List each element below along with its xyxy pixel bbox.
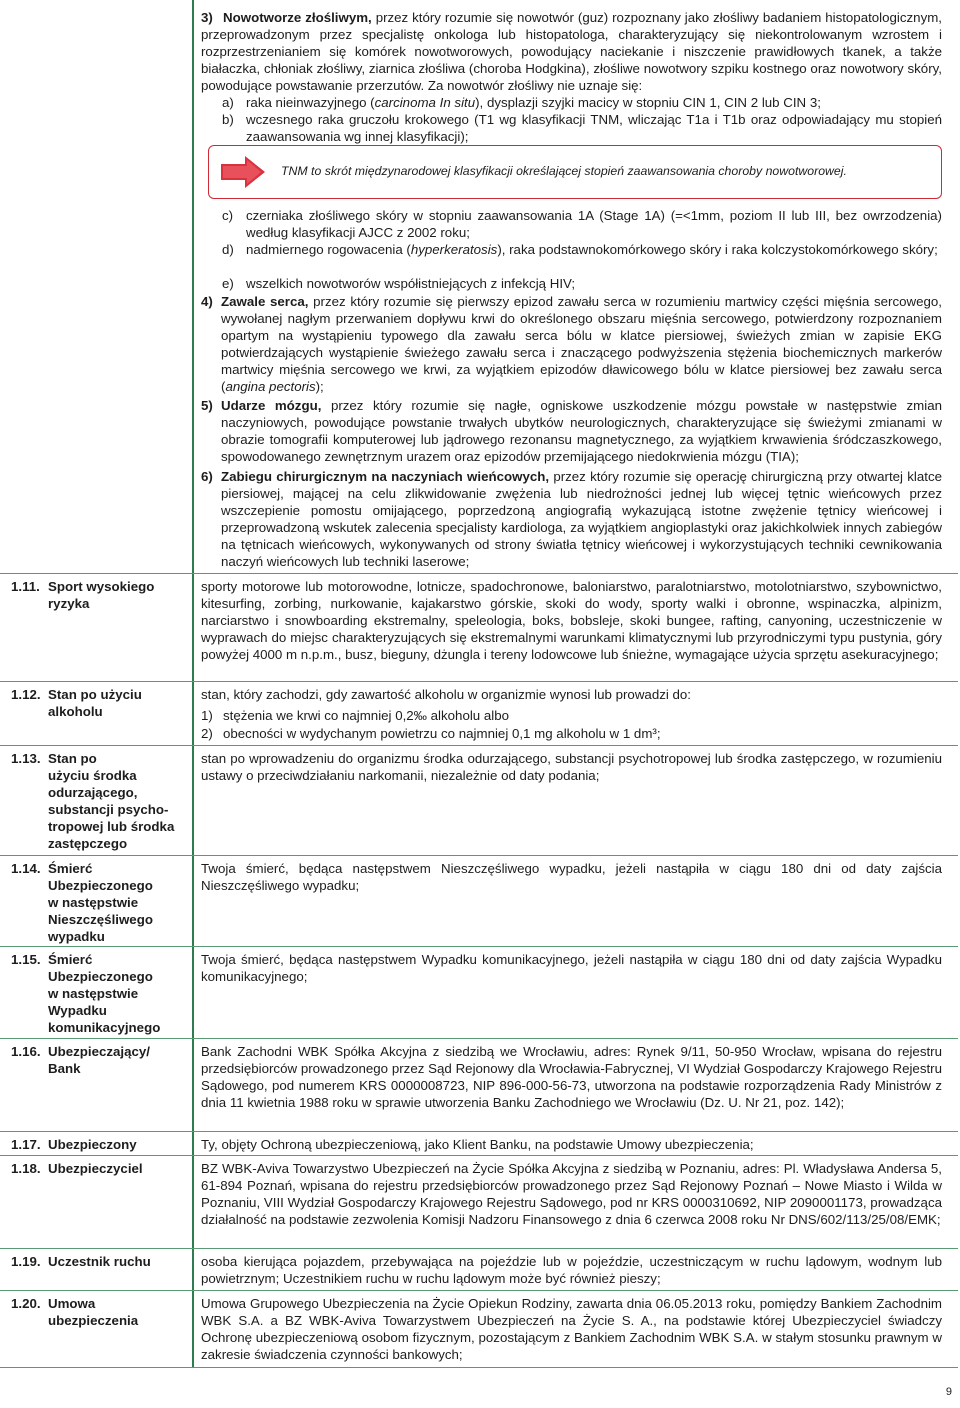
row-divider <box>0 681 958 682</box>
definition-body-1-15: Twoja śmierć, będąca następstwem Wypadku komunikacyjnego, jeżeli nastąpiła w ciągu 180 dni od daty zajścia Wypadku komunikacyjnego; <box>201 952 942 984</box>
section-3-item-d: d) nadmiernego rogowacenia (hyperkeratosis), raka podstawnokomórkowego skóry i raka kolczystokomórkowego skóry; <box>222 242 938 257</box>
section-3-paragraph <box>201 9 942 94</box>
section-5-number: 5) <box>201 398 213 413</box>
page-number: 9 <box>945 1386 952 1398</box>
row-divider <box>0 855 958 856</box>
section-6-paragraph: 6) Zabiegu chirurgicznym na naczyniach wieńcowych, przez który rozumie się operację chirurgiczną przy otwartej klatce piersiowej, mającej na celu zlikwidowanie zwężenia lub niedrożności jednej lub więcej tętnic wieńcowych przez wszczepienie pomostu omijającego, poprzedzoną angiografią wykazującą istotne zwężenie tętnicy wieńcowej i przeprowadzoną wskutek zalecenia specjalisty kardiologa, za wyjątkiem angioplastyki oraz jakichkolwiek innych zabiegów na tętnicach wieńcowych, wykonywanych od strony światła tętnicy wieńcowej i wykorzystujących techniki cewnikowania naczyń wieńcowych lub techniki laserowe; <box>201 469 942 569</box>
definition-term-1-12: 1.12. Stan po użyciu alkoholu <box>11 687 142 719</box>
definition-term-1-11: 1.11. Sport wysokiego ryzyka <box>11 579 155 611</box>
definition-term-1-14: 1.14. Śmierć Ubezpieczonego w następstwie Nieszczęśliwego wypadku <box>11 861 153 944</box>
row-divider <box>0 1248 958 1249</box>
section-4-number: 4) <box>201 294 213 309</box>
definition-body-1-13: stan po wprowadzeniu do organizmu środka odurzającego, substancji psychotropowej lub środka zastępczego, w rozumieniu ustawy o przeciwdziałaniu narkomanii, niezależnie od daty podania; <box>201 751 942 783</box>
row-divider <box>0 1290 958 1291</box>
definition-body-1-14: Twoja śmierć, będąca następstwem Nieszczęśliwego wypadku, jeżeli nastąpiła w ciągu 180 dni od daty zajścia Nieszczęśliwego wypadku; <box>201 861 942 893</box>
definition-body-1-19: osoba kierująca pojazdem, przebywająca na pojeździe lub w pojeździe, uczestniczącym w ruchu lądowym, wodnym lub powietrznym; Uczestnikiem ruchu w ruchu lądowym może być również pieszy; <box>201 1254 942 1286</box>
section-3-title: Nowotworze złośliwym, <box>223 10 372 25</box>
definition-body-1-18: BZ WBK-Aviva Towarzystwo Ubezpieczeń na Życie Spółka Akcyjna z siedzibą w Poznaniu, adres: Pl. Władysława Andersa 5, 61-894 Poznań, wpisana do rejestru przedsiębiorców prowadzonego przez Sąd Rejonowy Poznań – Nowe Miasto i Wilda w Poznaniu, VIII Wydział Gospodarczy Krajowego Rejestru Sądowego, pod nr KRS 0000310692, NIP 2090001173, prowadząca działalność na podstawie zezwolenia Komisji Nadzoru Finansowego z dnia 6 czerwca 2008 roku Nr DNS/602/113/25/08/EMK; <box>201 1161 942 1227</box>
row-divider <box>0 1131 958 1132</box>
section-5-title: Udarze mózgu, <box>221 398 322 413</box>
definition-term-1-19: 1.19. Uczestnik ruchu <box>11 1254 151 1269</box>
definition-term-1-16: 1.16. Ubezpieczający/ Bank <box>11 1044 150 1076</box>
section-3-text: przez który rozumie się nowotwór (guz) rozpoznany jako złośliwy badaniem histopatologicznym, przeprowadzonym przez specjalistę onkologa lub histopatologa, charakteryzujący się niekontrolowanym wzrostem i rozprzestrzenianiem się komórek nowotworowych, powodujący naciekanie i niszczenie prawidłowych tkanek, a także białaczka, chłoniak złośliwy, ziarnica złośliwa (choroba Hodgkina), złośliwe nowotwory szpiku kostnego oraz nowotwory skóry, powodujące powstawanie przerzutów. Za nowotwór złośliwy nie uznaje się: <box>201 10 942 93</box>
definition-body-1-11: sporty motorowe lub motorowodne, lotnicze, spadochronowe, baloniarstwo, paralotniarstwo, motolotniarstwo, szybownictwo, kitesurfing, zorbing, nurkowanie, kajakarstwo górskie, skoki do wody, sporty walki i obronne, wspinaczka, alpinizm, narciarstwo i snowboarding ekstremalny, speleologia, boks, bobsleje, skoki bungee, rafting, canyoning, uczestniczenie w wyprawach do miejsc charakteryzujących się ekstremalnymi warunkami klimatycznymi lub przyrodniczymi typu pustynia, góry powyżej 4000 m n.p.m., busz, bieguny, dżungla i tereny lodowcowe lub śnieżne, wymagające użycia sprzętu asekuracyjnego; <box>201 579 942 662</box>
tnm-note-text: TNM to skrót międzynarodowej klasyfikacji określającej stopień zaawansowania choroby nowotworowej. <box>281 164 847 178</box>
definition-term-1-18: 1.18. Ubezpieczyciel <box>11 1161 143 1176</box>
row-divider <box>0 1155 958 1156</box>
definition-body-1-16: Bank Zachodni WBK Spółka Akcyjna z siedzibą we Wrocławiu, adres: Rynek 9/11, 50-950 Wrocław, wpisana do rejestru przedsiębiorców prowadzonego przez Sąd Rejonowy dla Wrocławia-Fabrycznej, VI Wydział Gospodarczy Krajowego Rejestru Sądowego, pod numerem KRS 0000008723, NIP 896-000-56-73, utworzona na podstawie rozporządzenia Rady Ministrów z dnia 11 kwietnia 1988 roku w sprawie utworzenia Banku Zachodniego we Wrocławiu (Dz. U. Nr 21, poz. 142); <box>201 1044 942 1110</box>
definition-1-12-item-2: 2) obecności w wydychanym powietrzu co najmniej 0,1 mg alkoholu w 1 dm³; <box>201 726 661 741</box>
tnm-note-box <box>208 145 942 199</box>
section-3-item-c: c) czerniaka złośliwego skóry w stopniu zaawansowania 1A (Stage 1A) (=<1mm, poziom II lub III, bez owrzodzenia) według klasyfikacji AJCC z 2002 roku; <box>222 208 942 240</box>
section-5-paragraph: 5) Udarze mózgu, przez który rozumie się nagłe, ogniskowe uszkodzenie mózgu powstałe w następstwie zmian naczyniowych, powodujące powstanie trwałych ubytków neurologicznych, charakteryzujące się świeżymi zmianami w obrazie tomografii komputerowej lub jądrowego rezonansu magnetycznego, za wyjątkiem krwawienia śródczaszkowego, spowodowanego zewnętrznym urazem oraz epizodów przemijającego niedokrwienia mózgu (TIA); <box>201 398 942 464</box>
column-divider <box>192 0 194 1368</box>
section-4-title: Zawale serca, <box>221 294 309 309</box>
section-4-paragraph: 4) Zawale serca, przez który rozumie się pierwszy epizod zawału serca w rozumieniu martwicy części mięśnia sercowego, wywołanej nagłym przerwaniem dopływu krwi do określonego obszaru mięśnia sercowego, potwierdzony rozpoznaniem opartym na wystąpieniu typowego dla zawału serca bólu w klatce piersiowej, świeżych zmian w zapisie EKG potwierdzających wystąpienie świeżego zawału serca i znaczącego podwyższenia stężenia biochemicznych markerów martwicy mięśnia sercowego we krwi, za wyjątkiem epizodów dławicowego bólu w klatce piersiowej bez zawału serca (angina pectoris); <box>201 294 942 394</box>
row-divider <box>0 745 958 746</box>
definition-term-1-15: 1.15. Śmierć Ubezpieczonego w następstwie Wypadku komunikacyjnego <box>11 952 161 1035</box>
section-6-title: Zabiegu chirurgicznym na naczyniach wieńcowych, <box>221 469 550 484</box>
definition-term-1-20: 1.20. Umowa ubezpieczenia <box>11 1296 139 1328</box>
section-3-number: 3) <box>201 10 213 25</box>
section-3-item-a: a) raka nieinwazyjnego (carcinoma In situ), dysplazji szyjki macicy w stopniu CIN 1, CIN 2 lub CIN 3; <box>222 95 821 110</box>
definition-term-1-13: 1.13. Stan po użyciu środka odurzającego, substancji psycho- tropowej lub środka zastępczego <box>11 751 175 851</box>
definition-body-1-17: Ty, objęty Ochroną ubezpieczeniową, jako Klient Banku, na podstawie Umowy ubezpieczenia; <box>201 1137 754 1152</box>
definition-1-12-item-1: 1) stężenia we krwi co najmniej 0,2‰ alkoholu albo <box>201 708 510 723</box>
definition-body-1-12: stan, który zachodzi, gdy zawartość alkoholu w organizmie wynosi lub prowadzi do: <box>201 687 692 702</box>
section-3-item-b: b) wczesnego raka gruczołu krokowego (T1 wg klasyfikacji TNM, wliczając T1a i T1b oraz odpowiadający mu stopień zaawansowania wg innej klasyfikacji); <box>222 112 942 144</box>
row-divider <box>0 573 958 574</box>
row-divider <box>0 1038 958 1039</box>
section-3-item-e: e) wszelkich nowotworów współistniejących z infekcją HIV; <box>222 276 576 291</box>
section-6-number: 6) <box>201 469 213 484</box>
definition-body-1-20: Umowa Grupowego Ubezpieczenia na Życie Opiekun Rodziny, zawarta dnia 06.05.2013 roku, pomiędzy Bankiem Zachodnim WBK S.A. a BZ WBK-Aviva Towarzystwem Ubezpieczeń na Życie S. A., na podstawie której Ubezpieczyciel świadczy Ochronę ubezpieczeniową osobom fizycznym, pozostającym z Bankiem Zachodnim WBK S.A. w stałym stosunku prawnym w zakresie świadczenia czynności bankowych; <box>201 1296 942 1362</box>
arrow-icon <box>219 154 267 190</box>
definition-term-1-17: 1.17. Ubezpieczony <box>11 1137 137 1152</box>
row-divider <box>0 946 958 947</box>
row-divider <box>0 1367 958 1368</box>
